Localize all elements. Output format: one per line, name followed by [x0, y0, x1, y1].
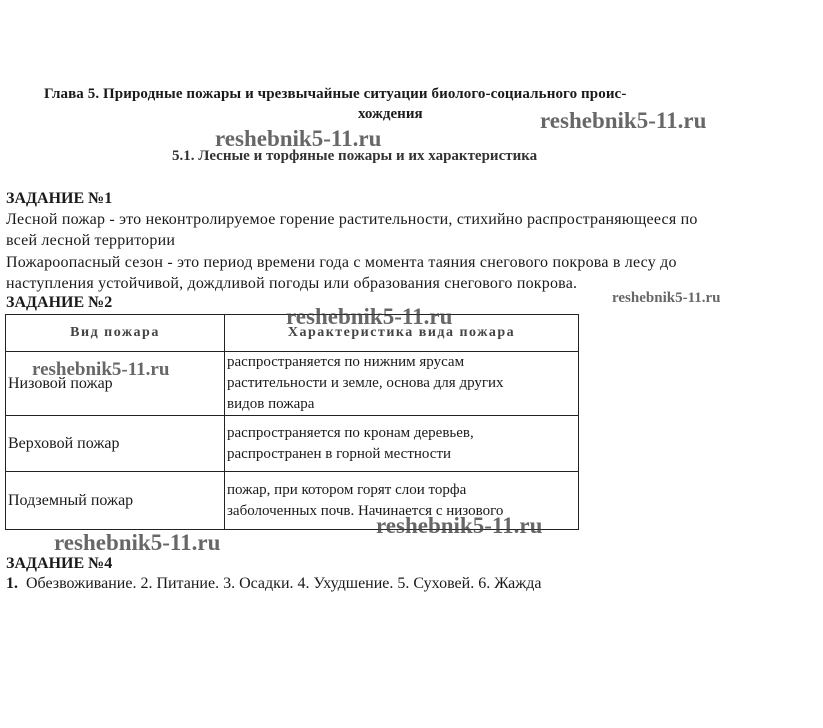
description-line: распространяется по кронам деревьев, — [227, 424, 474, 441]
fire-description-cell — [225, 416, 579, 472]
watermark: reshebnik5-11.ru — [286, 304, 453, 329]
description-line: распространяется по нижним ярусам — [227, 354, 465, 370]
task4-heading: ЗАДАНИЕ №4 — [6, 555, 113, 572]
task1-line-1: Лесной пожар - это неконтролируемое горение растительности, стихийно распространяющееся по — [6, 211, 698, 228]
description-line: пожар, при котором горят слои торфа — [227, 481, 467, 498]
table-row — [6, 416, 579, 472]
task4-answers — [6, 575, 542, 593]
task4-number: 1. — [6, 575, 18, 592]
chapter-title-continuation: хождения — [358, 106, 423, 122]
watermark: reshebnik5-11.ru — [612, 290, 721, 306]
task2-heading: ЗАДАНИЕ №2 — [6, 294, 113, 311]
task1-line-4: наступления устойчивой, дождливой погоды или образования снегового покрова. — [6, 275, 578, 292]
watermark: reshebnik5-11.ru — [54, 530, 221, 555]
description-line: распространен в горной местности — [227, 445, 452, 462]
column-header-description: Характеристика вида пожара — [225, 315, 579, 352]
description-line: заболоченных почв. Начинается с низового — [227, 502, 504, 519]
section-subtitle: 5.1. Лесные и торфяные пожары и их характеристика — [172, 148, 538, 164]
watermark: reshebnik5-11.ru — [376, 513, 543, 538]
watermark: reshebnik5-11.ru — [32, 359, 170, 380]
fire-description-cell — [225, 352, 579, 416]
task1-heading: ЗАДАНИЕ №1 — [6, 190, 113, 207]
task1-line-3: Пожароопасный сезон - это период времени года с момента таяния снегового покрова в лесу до — [6, 254, 677, 271]
column-header-type: Вид пожара — [6, 315, 225, 352]
watermark: reshebnik5-11.ru — [215, 126, 382, 151]
watermark: reshebnik5-11.ru — [540, 108, 707, 133]
fire-type-cell: Подземный пожар — [6, 472, 225, 530]
task4-answer-list: Обезвоживание. 2. Питание. 3. Осадки. 4. Ухудшение. 5. Суховей. 6. Жажда — [26, 575, 542, 592]
fire-type-cell: Низовой пожар — [6, 352, 225, 416]
task1-line-2: всей лесной территории — [6, 232, 176, 249]
fire-type-cell: Верховой пожар — [6, 416, 225, 472]
fire-types-table — [5, 314, 579, 530]
description-line: растительности и земле, основа для других — [227, 375, 504, 391]
chapter-title: Глава 5. Природные пожары и чрезвычайные ситуации биолого-социального проис- — [44, 86, 627, 102]
description-line: видов пожара — [227, 396, 315, 412]
